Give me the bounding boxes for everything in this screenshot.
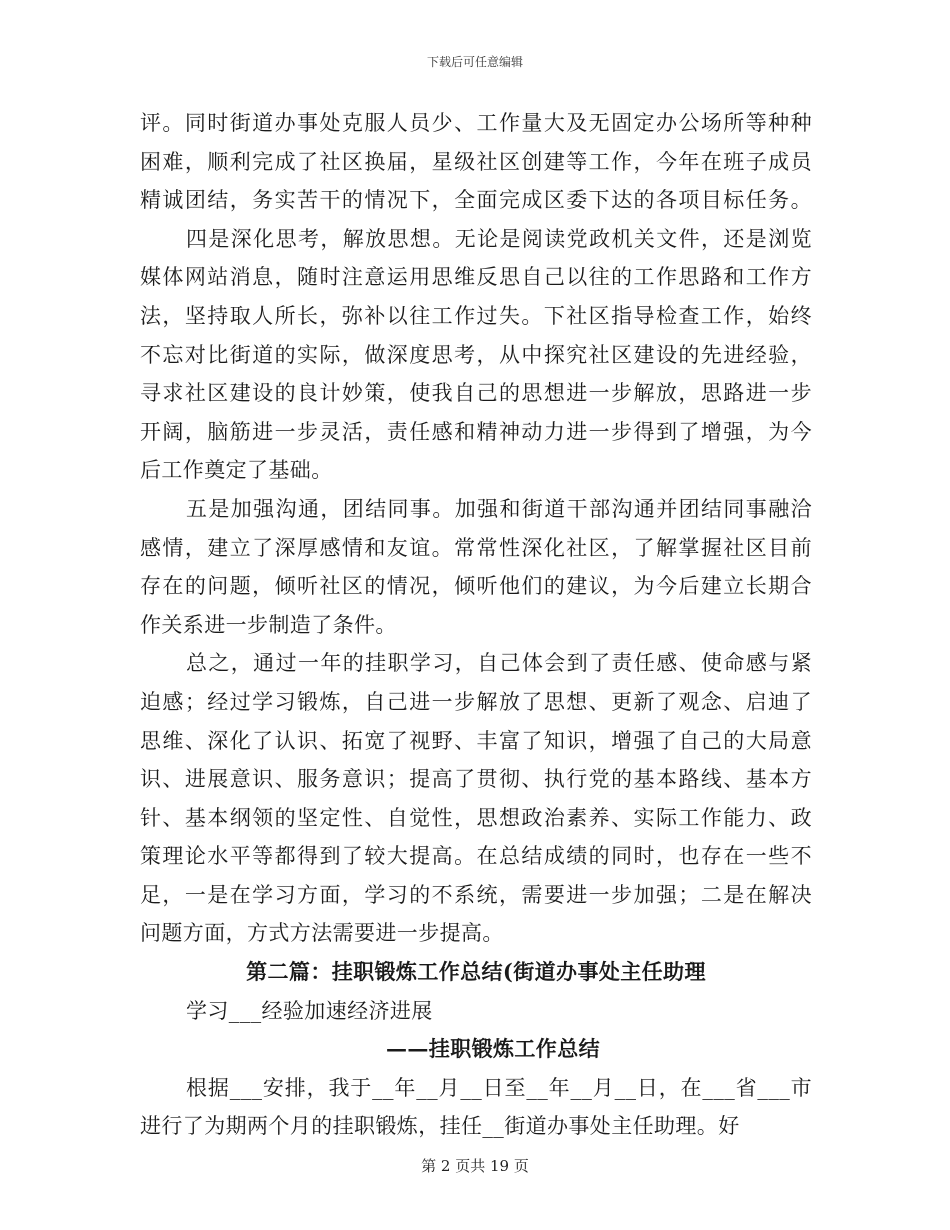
text-line: 开阔，脑筋进一步灵活，责任感和精神动力进一步得到了增强，为今 xyxy=(140,419,812,444)
text-line: 不忘对比街道的实际，做深度思考，从中探究社区建设的先进经验， xyxy=(140,342,812,367)
text-line: 存在的问题，倾听社区的情况，倾听他们的建议，为今后建立长期合 xyxy=(140,574,812,599)
text-line: 精诚团结，务实苦干的情况下，全面完成区委下达的各项目标任务。 xyxy=(140,188,812,213)
text-line: 进行了为期两个月的挂职锻炼，挂任__街道办事处主任助理。好 xyxy=(140,1114,740,1139)
paragraph-start: 总之，通过一年的挂职学习，自己体会到了责任感、使命感与紧 xyxy=(186,651,812,676)
text-line: 法，坚持取人所长，弥补以往工作过失。下社区指导检查工作，始终 xyxy=(140,303,812,328)
paragraph-start: 四是深化思考，解放思想。无论是阅读党政机关文件，还是浏览 xyxy=(186,226,812,251)
text-line: 思维、深化了认识、拓宽了视野、丰富了知识，增强了自己的大局意 xyxy=(140,728,812,753)
text-line: 后工作奠定了基础。 xyxy=(140,458,333,483)
text-line: 问题方面，方式方法需要进一步提高。 xyxy=(140,921,504,946)
text-line: 困难，顺利完成了社区换届，星级社区创建等工作，今年在班子成员 xyxy=(140,149,812,174)
text-line: 迫感；经过学习锻炼，自己进一步解放了思想、更新了观念、启迪了 xyxy=(140,689,812,714)
section-tagline: 学习___经验加速经济进展 xyxy=(186,998,433,1023)
document-body xyxy=(140,104,812,1146)
text-line: 作关系进一步制造了条件。 xyxy=(140,612,397,637)
page-footer: 第 2 页共 19 页 xyxy=(421,1157,529,1175)
paragraph-start: 根据___安排，我于__年__月__日至__年__月__日，在___省___市 xyxy=(186,1075,812,1100)
header-note: 下载后可任意编辑 xyxy=(426,55,523,69)
text-line: 媒体网站消息，随时注意运用思维反思自己以往的工作思路和工作方 xyxy=(140,265,812,290)
section-heading: 第二篇：挂职锻炼工作总结(街道办事处主任助理 xyxy=(246,959,706,985)
text-line: 足，一是在学习方面，学习的不系统，需要进一步加强；二是在解决 xyxy=(140,882,812,907)
paragraph-start: 五是加强沟通，团结同事。加强和街道干部沟通并团结同事融洽 xyxy=(186,496,812,521)
text-line: 感情，建立了深厚感情和友谊。常常性深化社区，了解掌握社区目前 xyxy=(140,535,812,560)
text-line: 策理论水平等都得到了较大提高。在总结成绩的同时，也存在一些不 xyxy=(140,844,812,869)
section-subtitle: ——挂职锻炼工作总结 xyxy=(386,1036,600,1062)
text-line: 评。同时街道办事处克服人员少、工作量大及无固定办公场所等种种 xyxy=(140,111,812,135)
text-line: 针、基本纲领的坚定性、自觉性，思想政治素养、实际工作能力、政 xyxy=(140,805,812,830)
text-line: 寻求社区建设的良计妙策，使我自己的思想进一步解放，思路进一步 xyxy=(140,381,812,406)
text-line: 识、进展意识、服务意识；提高了贯彻、执行党的基本路线、基本方 xyxy=(140,767,812,792)
